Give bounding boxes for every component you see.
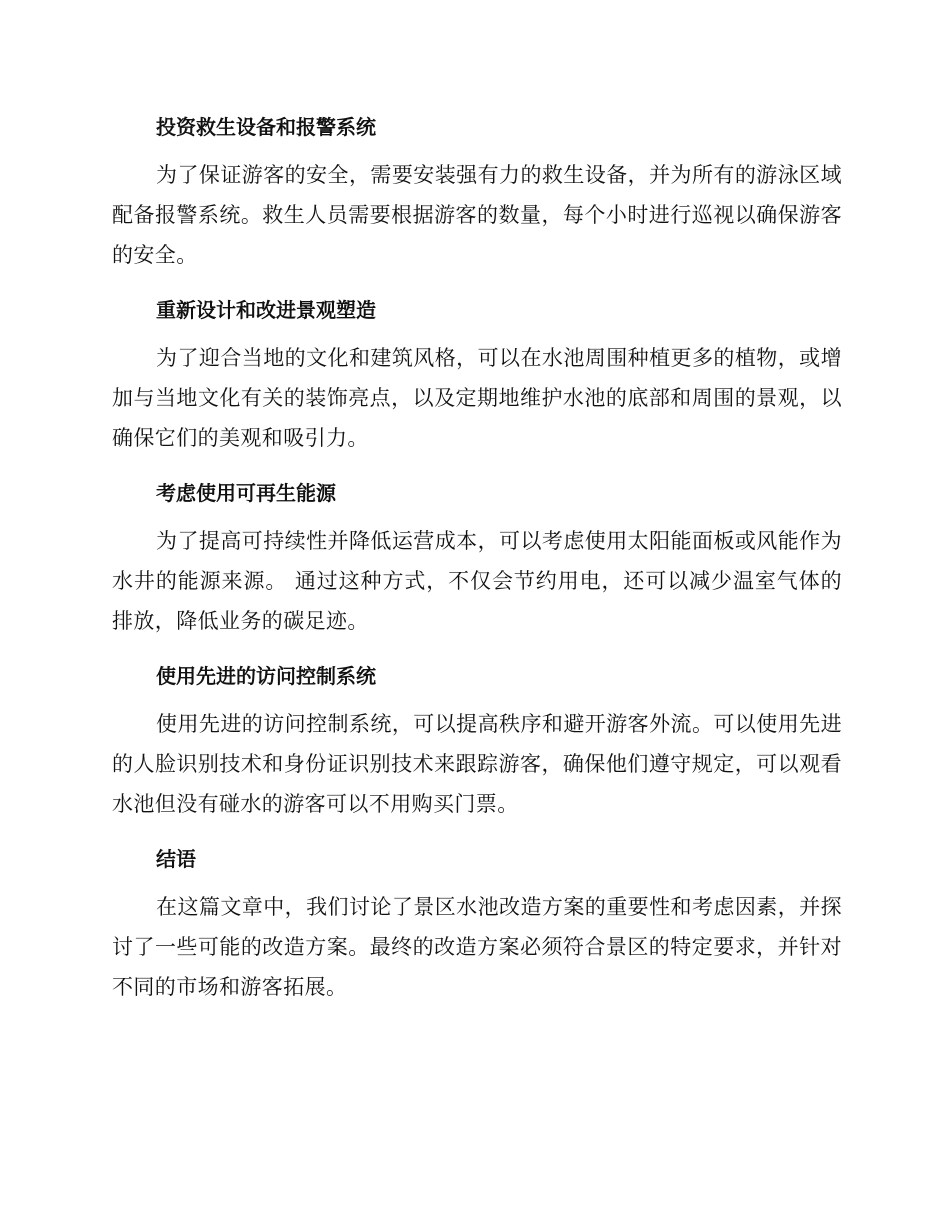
section-paragraph: 在这篇文章中，我们讨论了景区水池改造方案的重要性和考虑因素，并探讨了一些可能的改造方案。最终的改造方案必须符合景区的特定要求，并针对不同的市场和游客拓展。 [112,895,842,999]
section-paragraph: 为了提高可持续性并降低运营成本，可以考虑使用太阳能面板或风能作为水井的能源来源。 通过这种方式，不仅会节约用电，还可以减少温室气体的排放，降低业务的碳足迹。 [112,529,842,633]
section-conclusion [112,840,842,1007]
section-lifesaving [112,108,842,275]
section-landscape [112,291,842,458]
section-heading: 结语 [156,847,196,871]
section-heading: 重新设计和改进景观塑造 [156,298,376,322]
section-paragraph: 为了迎合当地的文化和建筑风格，可以在水池周围种植更多的植物，或增加与当地文化有关的装饰亮点，以及定期地维护水池的底部和周围的景观，以确保它们的美观和吸引力。 [112,346,842,450]
section-renewable-energy [112,474,842,641]
section-access-control [112,657,842,824]
section-paragraph: 为了保证游客的安全，需要安装强有力的救生设备，并为所有的游泳区域配备报警系统。救生人员需要根据游客的数量，每个小时进行巡视以确保游客的安全。 [112,163,842,267]
document-page [112,108,842,1023]
section-heading: 考虑使用可再生能源 [156,481,336,505]
section-paragraph: 使用先进的访问控制系统，可以提高秩序和避开游客外流。可以使用先进的人脸识别技术和身份证识别技术来跟踪游客，确保他们遵守规定，可以观看水池但没有碰水的游客可以不用购买门票。 [112,712,842,816]
section-heading: 投资救生设备和报警系统 [156,115,376,139]
section-heading: 使用先进的访问控制系统 [156,664,376,688]
